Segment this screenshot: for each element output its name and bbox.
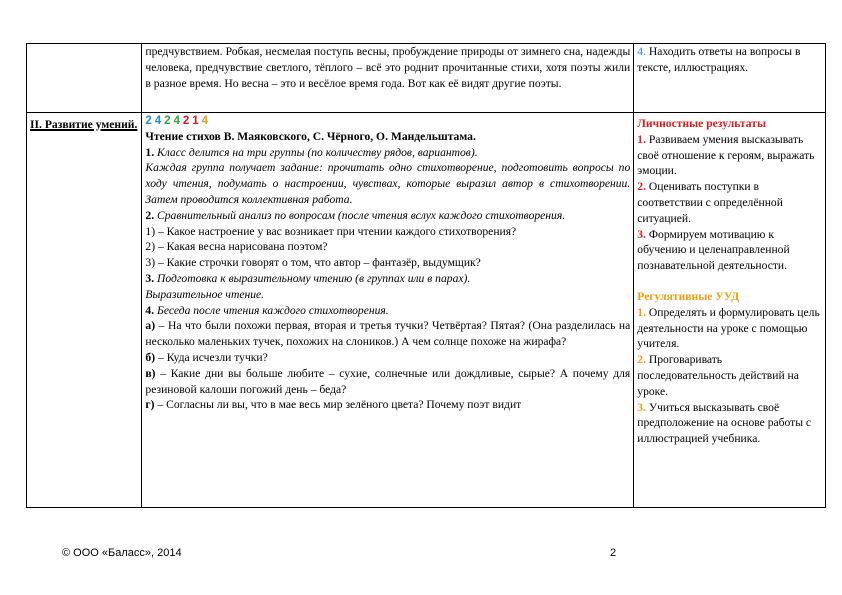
step-3-sub: Выразительное чтение.	[145, 287, 265, 301]
discussion-v	[145, 366, 630, 398]
result-number: 3.	[637, 400, 646, 414]
personal-result	[637, 132, 822, 179]
step-1-task: Каждая группа получает задание: прочитать одно стихотворение, подготовить вопросы по ходу чтения, подумать о настроении, чувствах, которые выразил автор в стихотворении. Затем проводится коллективная работа.	[145, 161, 631, 206]
result-text: Проговаривать последовательность действий на уроке.	[637, 353, 799, 398]
results-cell	[634, 44, 826, 113]
stage-title: II. Развитие умений.	[30, 118, 138, 131]
item-label: г)	[145, 398, 155, 412]
code-digit: 1	[192, 114, 199, 127]
step-number: 2.	[145, 208, 155, 222]
code-digit: 2	[145, 114, 152, 127]
table-row	[27, 113, 826, 508]
result-text: Определять и формулировать цель деятельности на уроке с помощью учителя.	[637, 305, 820, 351]
step-text: Сравнительный анализ по вопросам (после чтения вслух каждого стихотворения.	[154, 208, 566, 222]
discussion-a	[145, 318, 630, 350]
page-number: 2	[610, 547, 617, 559]
spacer	[637, 274, 822, 289]
item-label: в)	[145, 366, 156, 380]
regulatory-result	[637, 400, 822, 447]
content-cell	[142, 113, 634, 508]
regulatory-result	[637, 352, 822, 399]
item-label: б)	[145, 350, 156, 364]
code-digit: 2	[164, 114, 171, 127]
content-cell	[142, 44, 634, 113]
result-number: 2.	[637, 353, 646, 367]
stage-cell	[27, 44, 142, 113]
step-1	[145, 145, 630, 161]
step-text: Подготовка к выразительному чтению (в группах или в парах).	[154, 271, 471, 285]
personal-result	[637, 179, 822, 226]
step-3	[145, 271, 630, 287]
activity-codes	[145, 113, 630, 129]
step-2	[145, 208, 630, 224]
item-text: – На что были похожи первая, вторая и третья тучки? Четвёртая? Пятая? (Она разделилась на несколько маленьких тучек, похожих на слоников.) А чем солнце похоже на жирафа?	[145, 319, 631, 349]
result-number: 1.	[637, 305, 646, 319]
result-text: Развиваем умения высказывать своё отношение к героям, выражать эмоции.	[637, 132, 815, 178]
question-2: 2) – Какая весна нарисована поэтом?	[145, 240, 328, 254]
regulatory-result	[637, 305, 822, 352]
results-cell	[634, 113, 826, 508]
result-number: 2.	[637, 180, 646, 194]
question-1: 1) – Какое настроение у вас возникает при чтении каждого стихотворения?	[145, 224, 517, 238]
step-number: 4.	[145, 303, 155, 317]
result-text: Находить ответы на вопросы в тексте, иллюстрациях.	[637, 45, 801, 74]
step-text: Класс делится на три группы (по количеству рядов, вариантов).	[154, 145, 478, 159]
result-text: Формируем мотивацию к обучению и целенаправленной познавательной деятельности.	[637, 227, 790, 273]
table-row	[27, 44, 826, 113]
result-number: 4.	[637, 45, 646, 58]
result-number: 3.	[637, 227, 646, 241]
code-digit: 4	[173, 114, 180, 127]
code-digit: 2	[182, 114, 190, 127]
code-digit: 4	[154, 114, 162, 127]
reading-title: Чтение стихов В. Маяковского, С. Чёрного, О. Мандельштама.	[145, 129, 476, 143]
item-text: – Какие дни вы больше любите – сухие, солнечные или дождливые, сырые? А почему для резиновой калоши погожий день – беда?	[145, 366, 631, 396]
stage-cell	[27, 113, 142, 508]
personal-result	[637, 227, 822, 274]
step-text: Беседа после чтения каждого стихотворения.	[154, 303, 389, 317]
result-number: 1.	[637, 132, 646, 146]
question-3: 3) – Какие строчки говорят о том, что автор – фантазёр, выдумщик?	[145, 256, 481, 270]
personal-results-title: Личностные результаты	[637, 117, 767, 130]
item-text: – Куда исчезли тучки?	[155, 350, 268, 364]
code-digit: 4	[201, 114, 209, 127]
item-text: – Согласны ли вы, что в мае весь мир зелёного цвета? Почему поэт видит	[154, 398, 522, 412]
footer-copyright: © ООО «Баласс», 2014	[62, 547, 182, 559]
result-text: Учиться высказывать своё предположение на основе работы с иллюстрацией учебника.	[637, 400, 812, 446]
content-paragraph: предчувствием. Робкая, несмелая поступь весны, пробуждение природы от зимнего сна, надежды человека, предчувствие светлого, тёплого – всё это роднит прочитанные стихи, хотя поэты жили в разное время. Но весна – это и весёлое время года. Вот как её видят другие поэты.	[145, 45, 631, 90]
item-label: а)	[145, 319, 156, 333]
regulatory-title: Регулятивные УУД	[637, 289, 740, 303]
step-4	[145, 303, 630, 319]
discussion-b	[145, 350, 630, 366]
step-number: 3.	[145, 271, 155, 285]
result-text: Оценивать поступки в соответствии с определённой ситуацией.	[637, 180, 783, 225]
discussion-g	[145, 397, 630, 413]
lesson-plan-table	[26, 43, 826, 508]
step-number: 1.	[145, 145, 155, 159]
